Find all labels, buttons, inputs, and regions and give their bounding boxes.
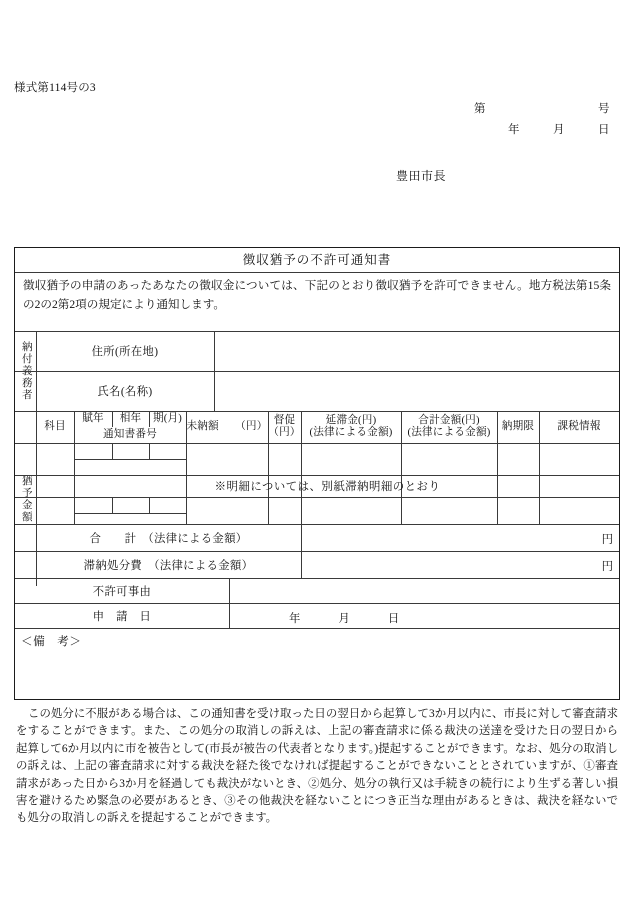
total-disposal-cost-unit: 円 (601, 561, 613, 573)
form-title: 徴収猶予の不許可通知書 (242, 253, 392, 267)
deferment-vertical-label: 猶予金額 (20, 474, 32, 523)
col-header-delinquency-line1: 延滞金(円) (325, 414, 377, 426)
col-header-delinquency (301, 411, 401, 443)
divider-row1-notice-split (74, 459, 186, 460)
document-date-year-label: 年 (508, 124, 520, 136)
document-number-prefix: 第 (474, 103, 486, 115)
col-header-demand-fee-line1: 督促 (273, 414, 296, 426)
total-sum-unit: 円 (601, 534, 613, 546)
divider-row1-levyyear-right (112, 443, 113, 459)
notification-form-box (14, 247, 620, 700)
divider-row1-fiscalyear-right (149, 443, 150, 459)
col-header-term-month: 期(月) (152, 412, 183, 424)
payer-vertical-label: 納付義務者 (20, 341, 32, 401)
remarks-value[interactable] (21, 652, 613, 696)
payer-name-value[interactable] (214, 371, 619, 411)
form-intro-text: 徴収猶予の申請のあったあなたの徴収金については、下記のとおり徴収猶予を許可できません。地方税法第15条の2の2第2項の規定により通知します。 (23, 279, 611, 311)
document-date-day-label: 日 (598, 124, 610, 136)
col-header-tax-info: 課税情報 (557, 420, 601, 432)
payer-name-label: 氏名(名称) (97, 386, 153, 398)
document-date-month-label: 月 (553, 124, 565, 136)
divider-row2-fiscalyear-right (149, 497, 150, 513)
remarks-label: ＜備 考＞ (21, 635, 82, 648)
payer-address-value[interactable] (214, 331, 619, 371)
col-header-total-amount-line1: 合計金額(円) (418, 414, 480, 426)
application-year-label: 年 (289, 613, 301, 625)
divider-application-bottom (15, 628, 619, 629)
col-header-total-amount (401, 411, 497, 443)
reason-value[interactable] (229, 578, 619, 603)
detail-note: ※明細については、別紙滞納明細のとおり (214, 481, 441, 493)
divider-title-bottom (15, 272, 619, 273)
divider-row2-notice-split (74, 513, 186, 514)
col-header-total-amount-line2: (法律による金額) (407, 427, 491, 438)
divider-row2-levyyear-right (112, 497, 113, 513)
col-header-demand-fee-line2: （円） (268, 427, 301, 438)
document-number-suffix: 号 (598, 103, 610, 115)
legal-notice-text: この処分に不服がある場合は、この通知書を受け取った日の翌日から起算して3か月以内に、市長に対して審査請求をすることができます。また、この処分の取消しの訴えは、上記の審査請求に係る裁決の送達を受けた日の翌日から起算して6か月以内に市を被告として(市長が被告の代表者となります。)提起することができます。なお、処分の取消しの訴えは、上記の審査請求に対する裁決を経た後でなければ提起することができないこととされていますが、①審査請求があった日から3か月を経過しても裁決がないとき、②処分、処分の執行又は手続きの続行により生ずる著しい損害を避けるため緊急の必要があるとき、③その他裁決を経ないことにつき正当な理由があるときは、裁決を経ないでも処分の取消しの訴えを提起することができます。 (16, 708, 618, 825)
col-header-delinquency-line2: (法律による金額) (309, 427, 393, 438)
divider-note-bottom (15, 497, 619, 498)
total-disposal-cost-label: 滞納処分費 （法律による金額） (83, 559, 254, 572)
col-header-subject: 科目 (44, 420, 66, 432)
application-month-label: 月 (338, 613, 350, 625)
form-number: 様式第114号の3 (14, 82, 96, 94)
addressee-mayor: 豊田市長 (396, 169, 447, 183)
application-date-label: 申 請 日 (92, 610, 152, 623)
col-header-unpaid-amount: 未納額 （円） (186, 420, 268, 432)
application-day-label: 日 (387, 613, 400, 625)
col-header-levy-year: 賦年 (82, 412, 104, 424)
col-header-notice-number: 通知書番号 (103, 428, 157, 440)
col-header-demand-fee (268, 411, 301, 443)
reason-label: 不許可事由 (92, 585, 152, 598)
divider-table-header-bottom (15, 443, 619, 444)
total-sum-label: 合 計 （法律による金額） (89, 532, 248, 545)
payer-address-label: 住所(所在地) (91, 346, 159, 358)
col-header-fiscal-year: 相年 (119, 412, 142, 424)
col-header-due-date: 納期限 (501, 420, 535, 432)
application-date-value[interactable] (229, 610, 619, 626)
